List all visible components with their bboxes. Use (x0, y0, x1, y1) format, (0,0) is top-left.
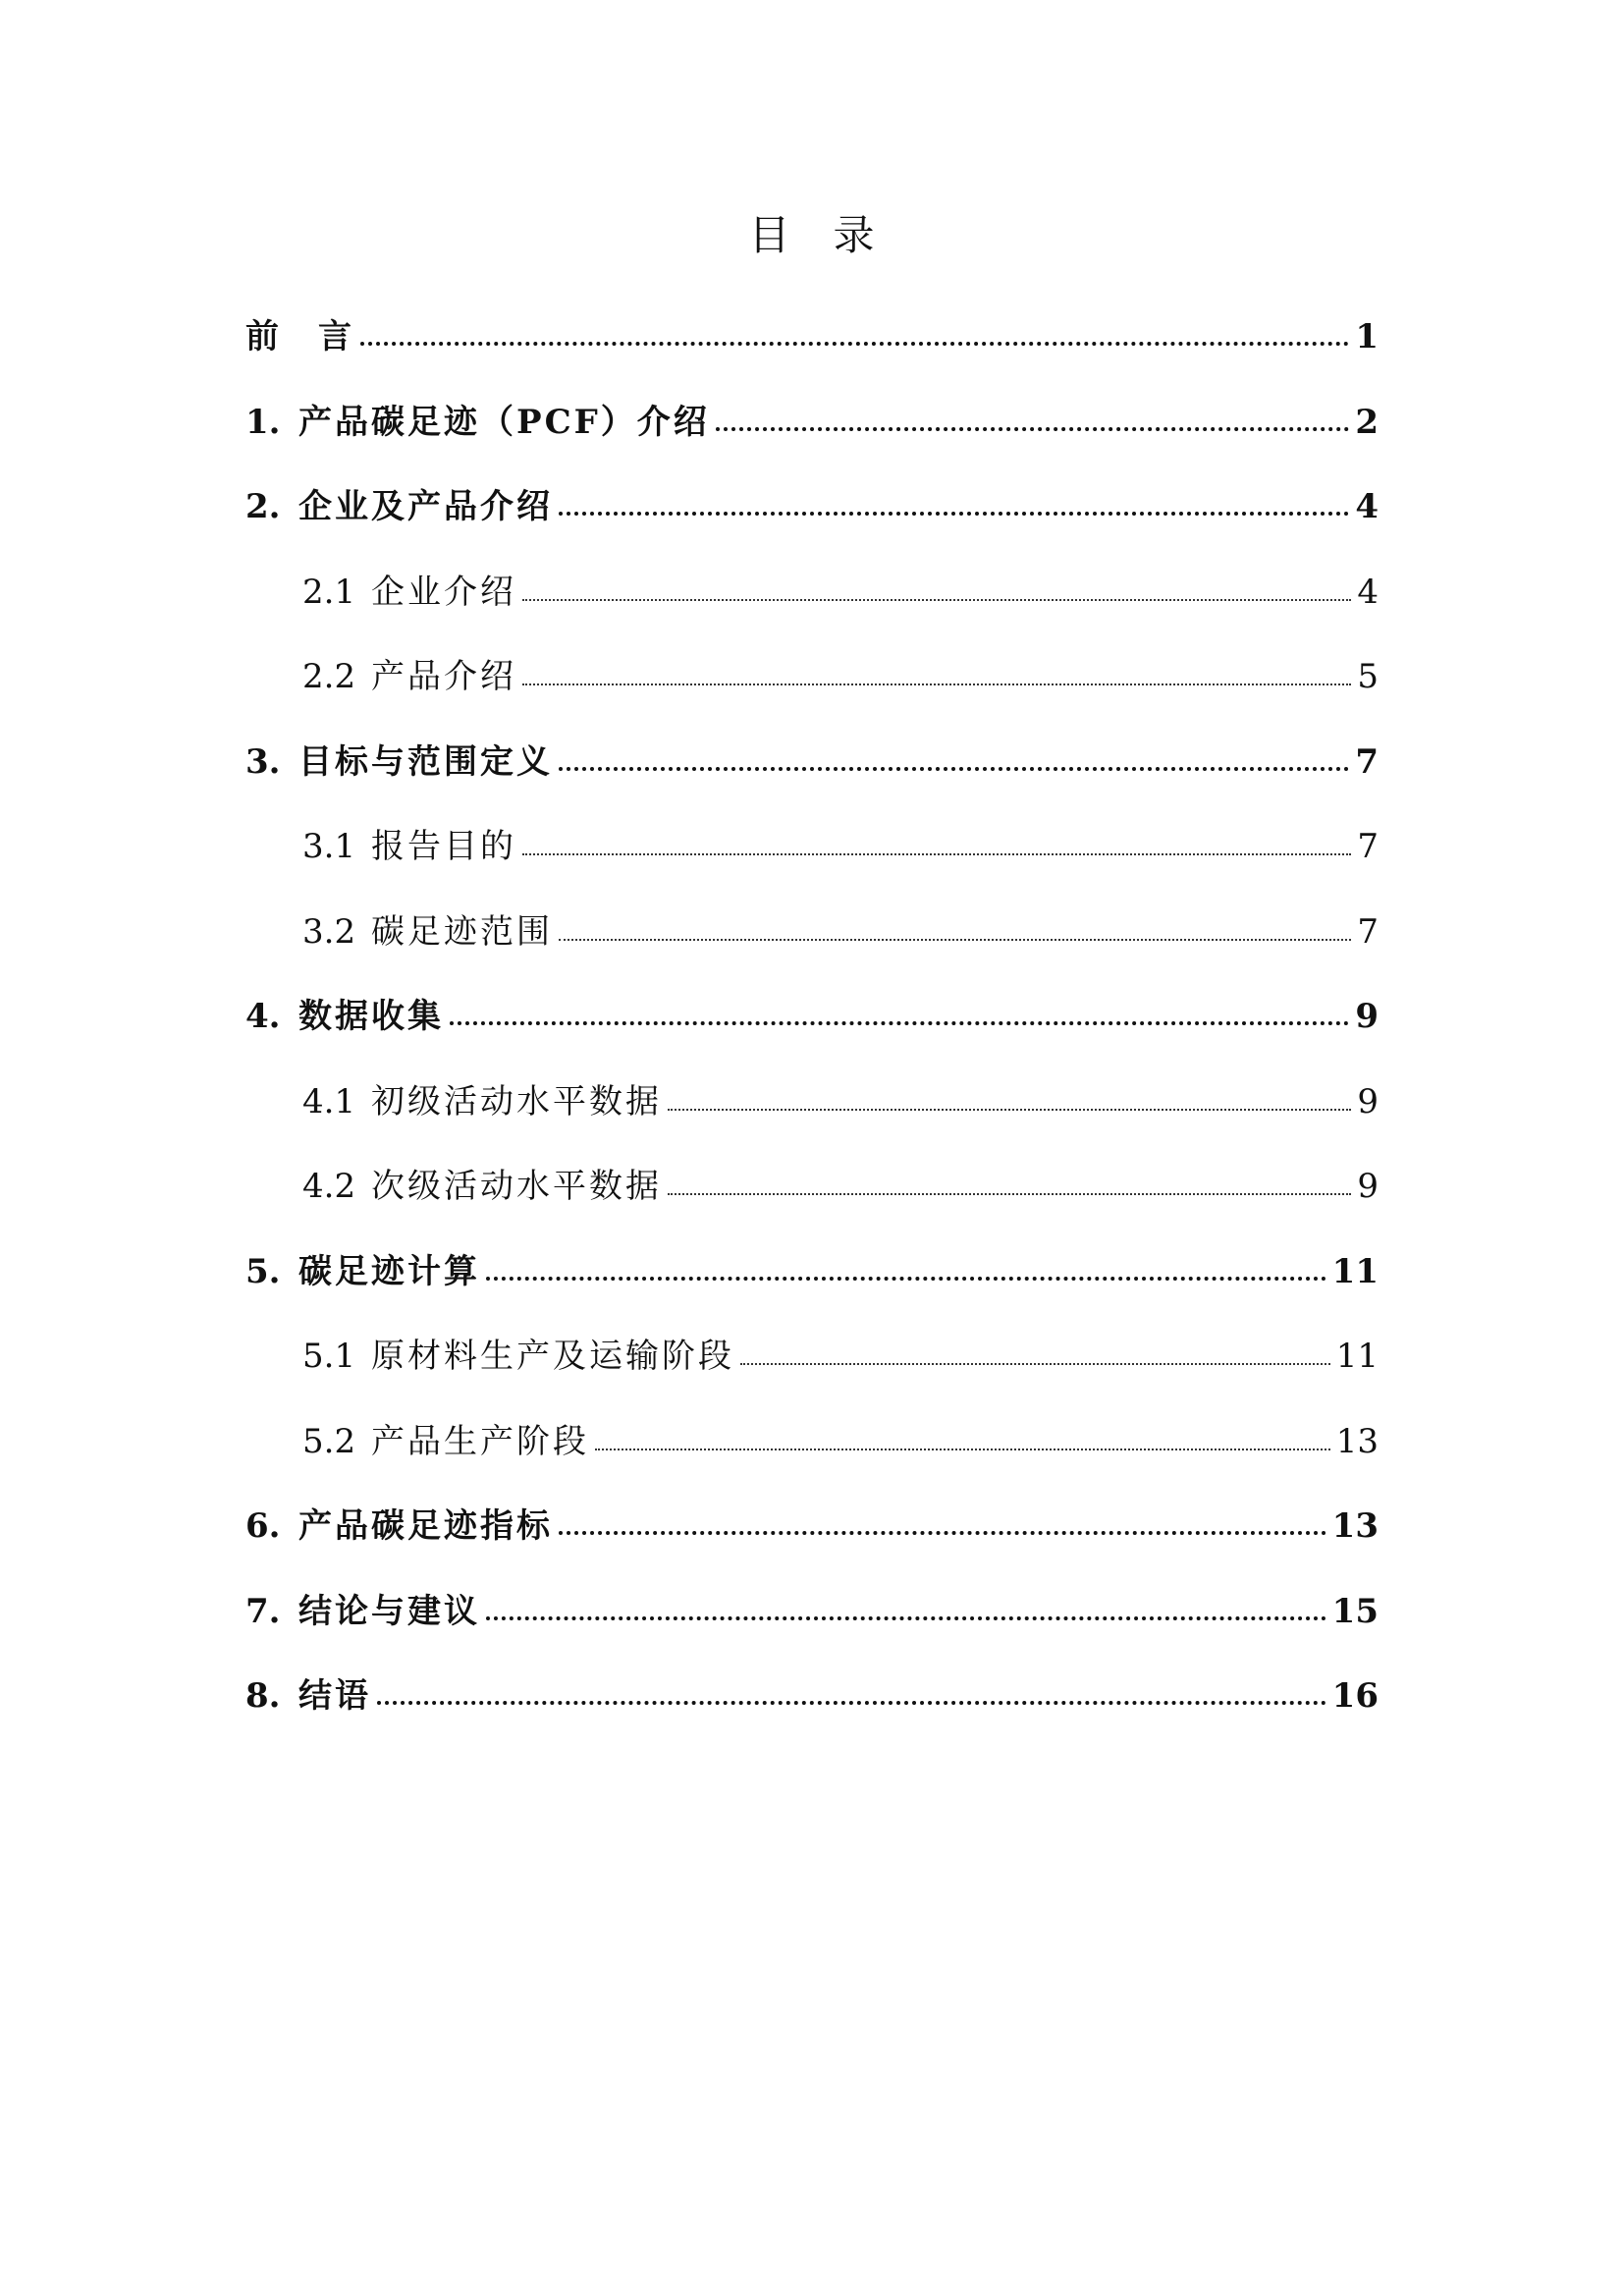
toc-entry-title: 产品生产阶段 (371, 1421, 589, 1461)
toc-entry-page-number: 4 (1355, 487, 1379, 526)
toc-entry-number: 4. (245, 997, 281, 1036)
toc-dot-leader (360, 314, 1349, 348)
toc-entry-title: 前 言 (245, 317, 354, 356)
toc-entry-chapter[interactable] (245, 1654, 1379, 1739)
toc-entry-number: 3.2 (302, 911, 356, 952)
toc-title-char: 目 (748, 211, 790, 259)
toc-entry-chapter[interactable] (245, 1230, 1379, 1315)
toc-entry-number: 8. (245, 1676, 281, 1716)
toc-entry-number: 4.2 (302, 1167, 356, 1206)
toc-entry-page-number: 11 (1335, 1337, 1379, 1376)
toc-entry-title: 结语 (298, 1676, 371, 1716)
toc-entry-page-number: 11 (1331, 1251, 1379, 1291)
toc-entry-title: 碳足迹计算 (298, 1251, 480, 1291)
toc-dot-leader (450, 994, 1349, 1027)
toc-entry-chapter[interactable] (245, 974, 1379, 1060)
toc-entry-section[interactable] (245, 1144, 1379, 1230)
toc-entry-chapter[interactable] (245, 720, 1379, 805)
toc-dot-leader (522, 654, 1351, 687)
toc-dot-leader (522, 824, 1351, 857)
toc-entry-page-number: 7 (1357, 827, 1379, 866)
toc-dot-leader (559, 739, 1349, 773)
toc-entry-section[interactable] (245, 1399, 1379, 1485)
toc-entry-title: 碳足迹范围 (371, 911, 553, 952)
toc-entry-section[interactable] (245, 1314, 1379, 1399)
toc-entry-title: 企业及产品介绍 (298, 487, 553, 526)
toc-dot-leader (716, 400, 1350, 433)
toc-dot-leader (740, 1334, 1330, 1367)
toc-dot-leader (377, 1673, 1326, 1707)
toc-entry-title: 目标与范围定义 (298, 741, 553, 782)
toc-entry-number: 2.2 (302, 657, 356, 696)
toc-entry-number: 7. (245, 1591, 281, 1631)
toc-entry-page-number: 1 (1355, 317, 1379, 356)
toc-entry-page-number: 9 (1357, 1167, 1379, 1206)
toc-entry-page-number: 5 (1357, 657, 1379, 696)
toc-entry-title: 产品碳足迹指标 (298, 1506, 553, 1546)
toc-entry-title: 企业介绍 (371, 572, 516, 612)
toc-entry-number: 4.1 (302, 1081, 356, 1121)
toc-entry-number: 6. (245, 1506, 281, 1546)
toc-entry-section[interactable] (245, 634, 1379, 720)
toc-entry-page-number: 2 (1355, 402, 1379, 442)
toc-entry-page-number: 4 (1357, 572, 1379, 612)
toc-entry-number: 2.1 (302, 572, 356, 612)
toc-dot-leader (486, 1249, 1326, 1283)
toc-entry-title: 原材料生产及运输阶段 (371, 1337, 734, 1376)
toc-entry-title: 产品碳足迹（PCF）介绍 (298, 402, 710, 442)
toc-dot-leader (668, 1079, 1351, 1113)
toc-entry-page-number: 13 (1335, 1421, 1379, 1461)
toc-entry-chapter[interactable] (245, 1484, 1379, 1569)
toc-dot-leader (486, 1589, 1326, 1622)
toc-entry-chapter[interactable] (245, 380, 1379, 465)
toc-entry-page-number: 15 (1331, 1591, 1379, 1631)
toc-entry-page-number: 7 (1357, 911, 1379, 952)
toc-entry-section[interactable] (245, 550, 1379, 635)
toc-entry-title: 结论与建议 (298, 1591, 480, 1631)
toc-entry-number: 5.2 (302, 1421, 356, 1461)
toc-entry-page-number: 7 (1355, 741, 1379, 782)
toc-entry-page-number: 16 (1331, 1676, 1379, 1716)
toc-entry-number: 5.1 (302, 1337, 356, 1376)
toc-entry-section[interactable] (245, 804, 1379, 890)
toc-entry-title: 产品介绍 (371, 657, 516, 696)
toc-entry-chapter[interactable] (245, 1569, 1379, 1655)
toc-dot-leader (559, 1503, 1326, 1537)
toc-entry-chapter[interactable] (245, 295, 1379, 380)
toc-dot-leader (595, 1419, 1330, 1452)
toc-entry-title: 次级活动水平数据 (371, 1167, 662, 1206)
toc-title-char: 录 (833, 211, 875, 259)
toc-dot-leader (668, 1164, 1351, 1197)
toc-dot-leader (522, 570, 1351, 603)
toc-entry-number: 3. (245, 741, 281, 782)
toc-entry-page-number: 13 (1331, 1506, 1379, 1546)
toc-list (245, 295, 1379, 1739)
toc-title (0, 208, 1623, 263)
toc-entry-number: 2. (245, 487, 281, 526)
toc-dot-leader (559, 484, 1349, 518)
toc-entry-number: 5. (245, 1251, 281, 1291)
toc-entry-title: 数据收集 (298, 997, 444, 1036)
toc-dot-leader (559, 909, 1351, 943)
toc-entry-title: 报告目的 (371, 827, 516, 866)
toc-entry-chapter[interactable] (245, 465, 1379, 550)
toc-entry-page-number: 9 (1355, 997, 1379, 1036)
toc-entry-title: 初级活动水平数据 (371, 1081, 662, 1121)
toc-entry-number: 3.1 (302, 827, 356, 866)
toc-entry-section[interactable] (245, 890, 1379, 975)
toc-entry-number: 1. (245, 402, 281, 442)
toc-entry-section[interactable] (245, 1060, 1379, 1145)
toc-entry-page-number: 9 (1357, 1081, 1379, 1121)
